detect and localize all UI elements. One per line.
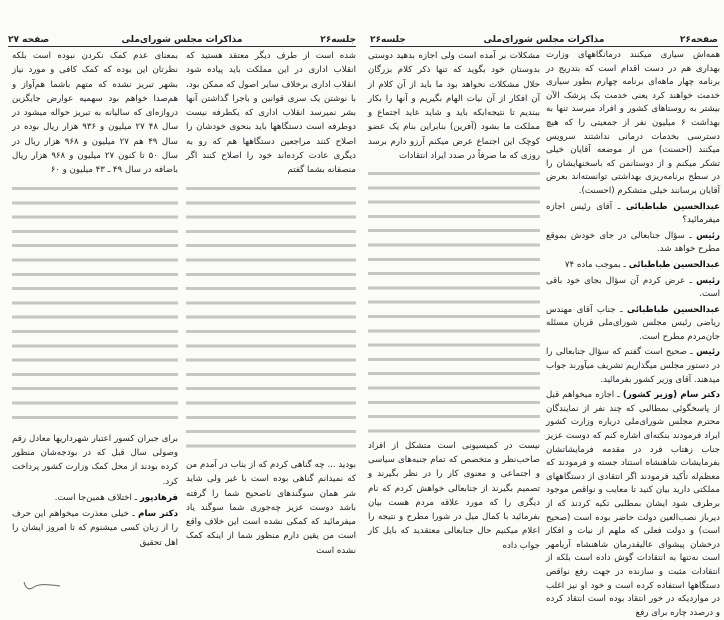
paragraph: برای جبران کسور اعتبار شهرداریها معادل رقم وصولی سال قبل که در بودجه‌شان منظور کرده بودند از محل کمک وزارت کشور پرداخت کرد. (12, 433, 178, 487)
speech (546, 346, 720, 387)
handwritten-mark (22, 578, 62, 592)
session-number: جلسه۲۶ (320, 35, 356, 45)
speaker-name: عبدالحسین طباطبائی (627, 304, 720, 315)
speaker-name: عبدالحسین طباطبائی (625, 201, 720, 212)
speaker-name: عبدالحسین طباطبائی (628, 259, 720, 270)
body-text-lines (368, 167, 540, 436)
page-number: صفحه ۲۷ (8, 35, 50, 45)
body-text-lines (12, 182, 178, 430)
body-text-lines (186, 182, 356, 456)
speaker-name: دکتر سام (وزیر کشور) (622, 390, 720, 401)
paragraph: مشکلات بر آمده است ولی اجازه بدهید دوستی بدوستان خود بگوید که تنها ذکر کلام بزرگان حلال مشکلات نخواهد بود ما باید از آن کلام از آن افکار از آن نیات الهام بگیریم و آنها را بکار ببندیم تا نتیجه‌ایکه باید و شاید عاید اجتماع و مملکت ما بشود (آفرین) بنابراین بنام یک عضو کوچک این اجتماع عرض میکنم آرزو دارم برسد روزی که ما صرفاً در صدد ایراد انتقادات (368, 51, 540, 162)
text-column-left (12, 49, 178, 552)
speech-text: ـ بموجب ماده ۷۴ (564, 259, 626, 270)
speech (546, 201, 720, 228)
speech (546, 389, 720, 620)
right-page (362, 0, 724, 618)
speech-text: ـ جناب آقای مهندس ریاضی رئیس مجلس شورای‌ملی قربان مسئله جان‌مردم مطرح است. (546, 304, 720, 342)
publication-title: مذاکرات مجلس شورای‌ملی (121, 35, 243, 45)
speaker-name: دکتر سام (138, 509, 179, 520)
speech (12, 491, 178, 505)
paragraph: بودید ... چه گناهی کردم که از بناب در آمدم من که نمیدانم گناهی بوده است با غیر ولی شاید شر همان سوگندهای ناصحیح شما را گرفته باشد دوست عزیز چه‌جوری شما سوگند یاد میفرمائید که کمکی نشده است این خلاف واقع است من یقین دارم منظور شما از اینکه کمک نشده است (186, 459, 356, 556)
left-page (0, 0, 362, 600)
speech (12, 507, 178, 550)
speech (546, 230, 720, 257)
speaker-name: رئیس (696, 275, 721, 286)
paragraph: نیست در کمیسیونی است متشکل از افراد صاحب‌نظر و متخصص که تمام جنبه‌های سیاسی و اجتماعی و معنوی کار را در نظر بگیرند و تصمیم بگیرند از جنابعالی خواهش کردم که نام دیگری را که مورد علاقه مردم هست بیان بفرمائید با کمال میل در شورا مطرح و نتیجه را اعلام میکنیم حال جنابعالی معتقدید که بایل کار جواب داده (368, 440, 540, 551)
speaker-name: رئیس (696, 230, 720, 241)
speech (546, 259, 720, 273)
page-header (8, 31, 356, 47)
speaker-name: رئیس (696, 347, 721, 358)
speech (546, 275, 720, 302)
speech-text: ـ سؤال جنابعالی در جای خودش بموقع مطرح خواهد شد. (546, 230, 720, 255)
page-header (370, 31, 718, 47)
paragraph: همه‌اش سیاری میکنند درمانگاههای وزارت بهداری هم در دست اقدام است که بتدریج در برنامه چهار ماهه‌ای برنامه چهارم بطور سیاری خدمت خواهند کرد یعنی خدمت یک پزشک الآن بیشتر به روستاهای کشور و افراد میرسد تنها به بهداشت ۶ میلیون نفر از جمعیتی را که هیچ دسترسی بخدمات درمانی نداشتند سرویس میکنند (احسنت) من از موضعه آقایان خیلی تشکر میکنم و از دوستانمن که باسخنهایشان را در سطح برنامه‌ریزی بهداشتی توانسته‌اند بعرض آقایان برسانند خیلی متشکرم (احسنت). (546, 50, 721, 196)
speech-text: ـ اختلاف همین‌جا است. (54, 492, 138, 503)
paragraph: شده است از طرف دیگر معتقد هستید که انقلاب اداری در این مملکت باید پیاده شود انقلاب اداری برخلاف سایر اصول که ممکن بود، با نوشتن یک سری قوانین و باجرا گذاشتن آنها بشر نمیرسد انقلاب اداری که یکطرفه نیست دوطرفه است دستگاهها باید بنحوی خودشان را اصلاح کنند مراجعین دستگاهها هم که رو به دیگری عادت کرده‌اند خود را اصلاح کنند اگر منصفانه بشما گفتم (186, 51, 356, 176)
session-number: جلسه۲۶ (370, 35, 406, 45)
text-column-right (186, 49, 356, 560)
speaker-name: فرهادپور (139, 492, 178, 503)
speech-text: ـ خیلی معذرت میخواهم این حرف را از زبان کسی میشنوم که تا امروز ایشان را اهل تحقیق (12, 509, 178, 548)
paragraph: بمعنای عدم کمک نکردن نبوده است بلکه نظرتان این بوده که کمک کافی و مورد نیاز بشهر تبریز نشده که متهم باشما هم‌آواز و هم‌صدا خواهم بود سهمیه عوارض جایگزین دروازه‌ای که سالیانه به تبریز حواله میشود در سال ۴۸ ۲۷ میلیون و ۹۳۶ هزار ریال بوده در سال ۴۹ هم ۲۷ میلیون و ۹۶۸ هزار ریال در سال ۵۰ تا کنون ۲۷ میلیون و ۹۶۸ هزار ریال باضافه در سال ۴۹ ـ ۴۳ میلیون و ۶۰ (12, 51, 179, 176)
publication-title: مذاکرات مجلس شورای‌ملی (483, 35, 605, 45)
speech-text: ـ اجازه میخواهم قبل از پاسخگوئی بمطالبی که چند نفر از نمایندگان محترم مجلس شورای‌ملی درباره وزارت کشور ایراد فرمودند بنکته‌ای اشاره کنم که دوست عزیز جناب زهتاب فرد در مقدمه فرمایشاتشان بفرمایشات شاهنشاه استناد جسته و فرمودند که معظم‌له تأکید فرمودند اگر انتقادی از دستگاههای مملکتی دارید بیان کنید تا معایب و نواقص موجود برطرف شود ایشان بمطلبی تکیه کردند که از دیرباز نصب‌العین دولت حاضر بوده است (صحیح است) و دولت فعلی که ملهم از نیات و افکار درخشان پیشوای عالیقدرمان شاهنشاه آریامهر است نه‌تنها به انتقادات گوش داده است بلکه از انتقادات مثبت و سازنده در جهت رفع نواقص دستگاهها استفاده کرده است و خود او نیز اغلب در مواردیکه در خور انتقاد بوده است انتقاد کرده و درصدد چاره برای رفع (546, 390, 720, 618)
text-column-left (368, 49, 540, 555)
text-column-right (546, 49, 721, 618)
speech-text: ـ عرض کردم آن سؤال بجای خود باقی است. (546, 275, 720, 300)
speech (546, 304, 720, 345)
speech-text: ـ صحیح است گفتم که سؤال جنابعالی را در دستور مجلس میگذاریم تشریف میآورند جواب میدهند. آقای وزیر کشور بفرمائید. (546, 347, 720, 385)
page-number: صفحه۲۶ (679, 35, 718, 45)
speech-text: ـ آقای رئیس اجازه میفرمائید؟ (546, 201, 720, 226)
